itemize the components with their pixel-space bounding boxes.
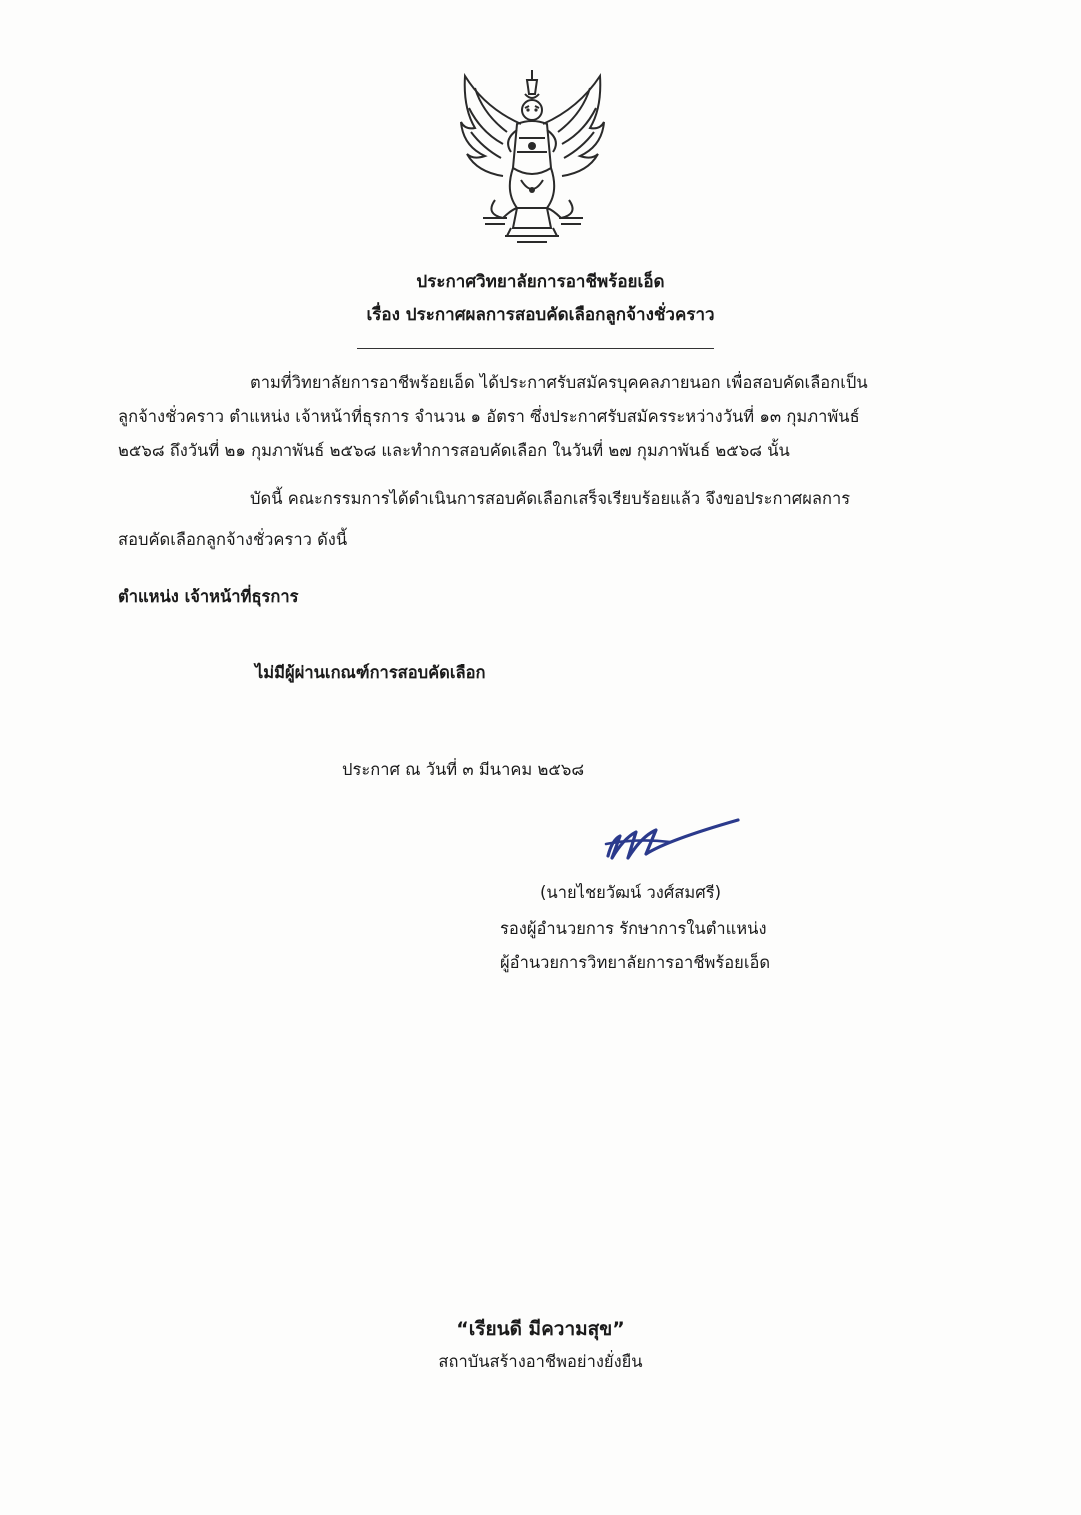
paragraph2-line1: บัดนี้ คณะกรรมการได้ดำเนินการสอบคัดเลือกเสร็จเรียบร้อยแล้ว จึงขอประกาศผลการ: [250, 489, 851, 508]
paragraph1-line3: ๒๕๖๘ ถึงวันที่ ๒๑ กุมภาพันธ์ ๒๕๖๘ และทำการสอบคัดเลือก ในวันที่ ๒๗ กุมภาพันธ์ ๒๕๖๘ นั้น: [118, 441, 790, 460]
paragraph1-line2: ลูกจ้างชั่วคราว ตำแหน่ง เจ้าหน้าที่ธุรการ จำนวน ๑ อัตรา ซึ่งประกาศรับสมัครระหว่างวันที่ ๑๓ กุมภาพันธ์: [118, 407, 860, 426]
title-divider: [357, 348, 714, 349]
signer-title-line1: รองผู้อำนวยการ รักษาการในตำแหน่ง: [500, 919, 767, 938]
announce-date: ประกาศ ณ วันที่ ๓ มีนาคม ๒๕๖๘: [342, 760, 585, 779]
tagline: สถาบันสร้างอาชีพอย่างยั่งยืน: [438, 1352, 643, 1371]
position-heading: ตำแหน่ง เจ้าหน้าที่ธุรการ: [118, 587, 299, 606]
paragraph1-line1: ตามที่วิทยาลัยการอาชีพร้อยเอ็ด ได้ประกาศรับสมัครบุคคลภายนอก เพื่อสอบคัดเลือกเป็น: [250, 373, 868, 392]
paragraph2-line2: สอบคัดเลือกลูกจ้างชั่วคราว ดังนี้: [118, 530, 348, 549]
motto: “เรียนดี มีความสุข”: [456, 1318, 625, 1340]
signer-name: (นายไชยวัฒน์ วงศ์สมศรี): [540, 883, 722, 902]
document-title: ประกาศวิทยาลัยการอาชีพร้อยเอ็ด: [416, 272, 665, 292]
document-subject: เรื่อง ประกาศผลการสอบคัดเลือกลูกจ้างชั่วคราว: [366, 305, 715, 325]
garuda-emblem: [455, 68, 610, 246]
handwritten-signature: [598, 818, 743, 868]
result-text: ไม่มีผู้ผ่านเกณฑ์การสอบคัดเลือก: [255, 663, 486, 682]
signer-title-line2: ผู้อำนวยการวิทยาลัยการอาชีพร้อยเอ็ด: [500, 953, 771, 972]
